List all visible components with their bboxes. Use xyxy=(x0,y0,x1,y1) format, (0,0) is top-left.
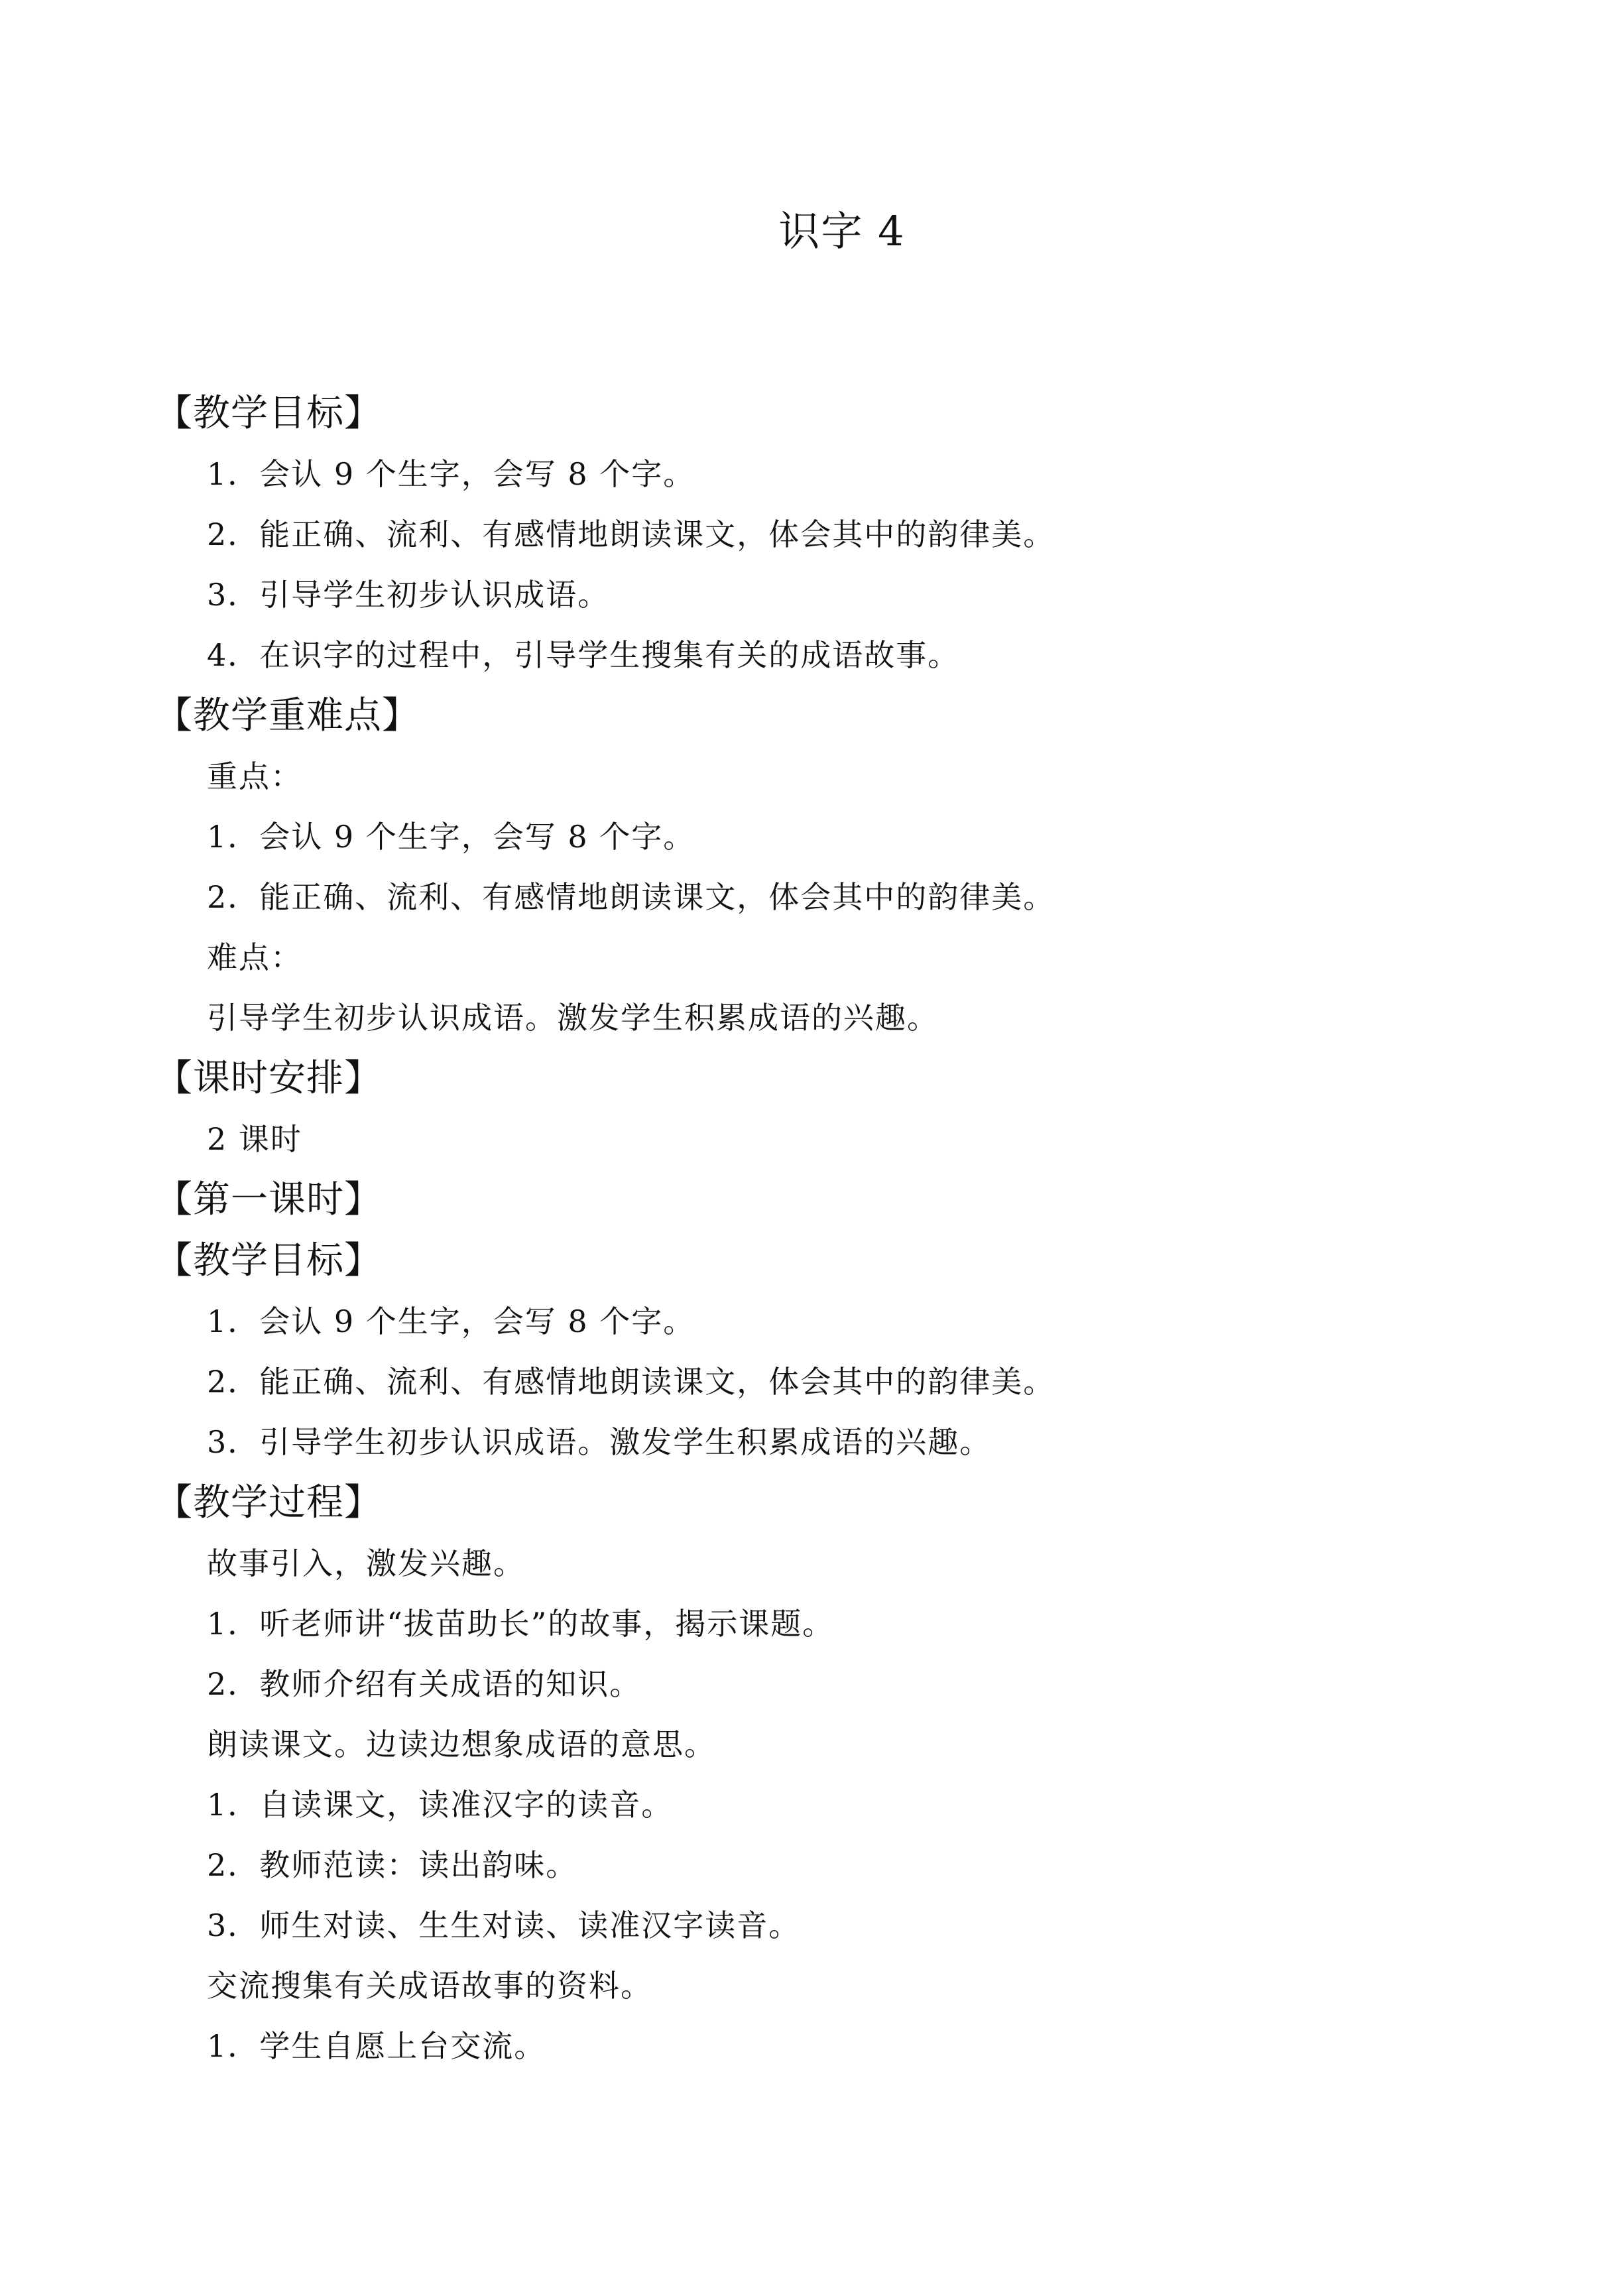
text-line: 交流搜集有关成语故事的资料。 xyxy=(207,1968,652,2004)
text-line: 1．会认 9 个生字，会写 8 个字。 xyxy=(207,456,695,492)
text-line: 故事引入，激发兴趣。 xyxy=(207,1545,525,1581)
text-line: 2．能正确、流利、有感情地朗读课文，体会其中的韵律美。 xyxy=(207,516,1055,552)
text-line: 3．引导学生初步认识成语。 xyxy=(207,577,610,613)
text-line: 2．教师范读：读出韵味。 xyxy=(207,1847,578,1883)
text-line: 1．自读课文，读准汉字的读音。 xyxy=(207,1787,674,1823)
document-title: 识字 4 xyxy=(778,207,906,255)
text-line: 1．听老师讲“拔苗助长”的故事，揭示课题。 xyxy=(207,1606,835,1642)
text-line: 难点： xyxy=(207,939,302,975)
text-line: 2．能正确、流利、有感情地朗读课文，体会其中的韵律美。 xyxy=(207,879,1055,915)
text-line: 1．学生自愿上台交流。 xyxy=(207,2028,546,2064)
text-line: 1．会认 9 个生字，会写 8 个字。 xyxy=(207,1303,695,1339)
text-line: 引导学生初步认识成语。激发学生积累成语的兴趣。 xyxy=(207,1000,939,1036)
section-heading: 【教学过程】 xyxy=(155,1481,382,1524)
text-line: 重点： xyxy=(207,758,302,794)
text-line: 3．师生对读、生生对读、读准汉字读音。 xyxy=(207,1907,801,1943)
text-line: 2 课时 xyxy=(207,1121,302,1157)
section-heading: 【课时安排】 xyxy=(155,1057,382,1100)
text-line: 1．会认 9 个生字，会写 8 个字。 xyxy=(207,819,695,855)
text-line: 2．能正确、流利、有感情地朗读课文，体会其中的韵律美。 xyxy=(207,1364,1055,1400)
text-line: 2．教师介绍有关成语的知识。 xyxy=(207,1666,642,1702)
document-body xyxy=(155,383,1514,2077)
text-line: 3．引导学生初步认识成语。激发学生积累成语的兴趣。 xyxy=(207,1424,992,1460)
section-heading: 【第一课时】 xyxy=(155,1178,382,1221)
section-heading: 【教学目标】 xyxy=(155,1239,382,1282)
section-heading: 【教学目标】 xyxy=(155,392,382,435)
text-line: 朗读课文。边读边想象成语的意思。 xyxy=(207,1726,716,1762)
section-heading: 【教学重难点】 xyxy=(155,694,420,737)
text-line: 4．在识字的过程中，引导学生搜集有关的成语故事。 xyxy=(207,637,960,673)
